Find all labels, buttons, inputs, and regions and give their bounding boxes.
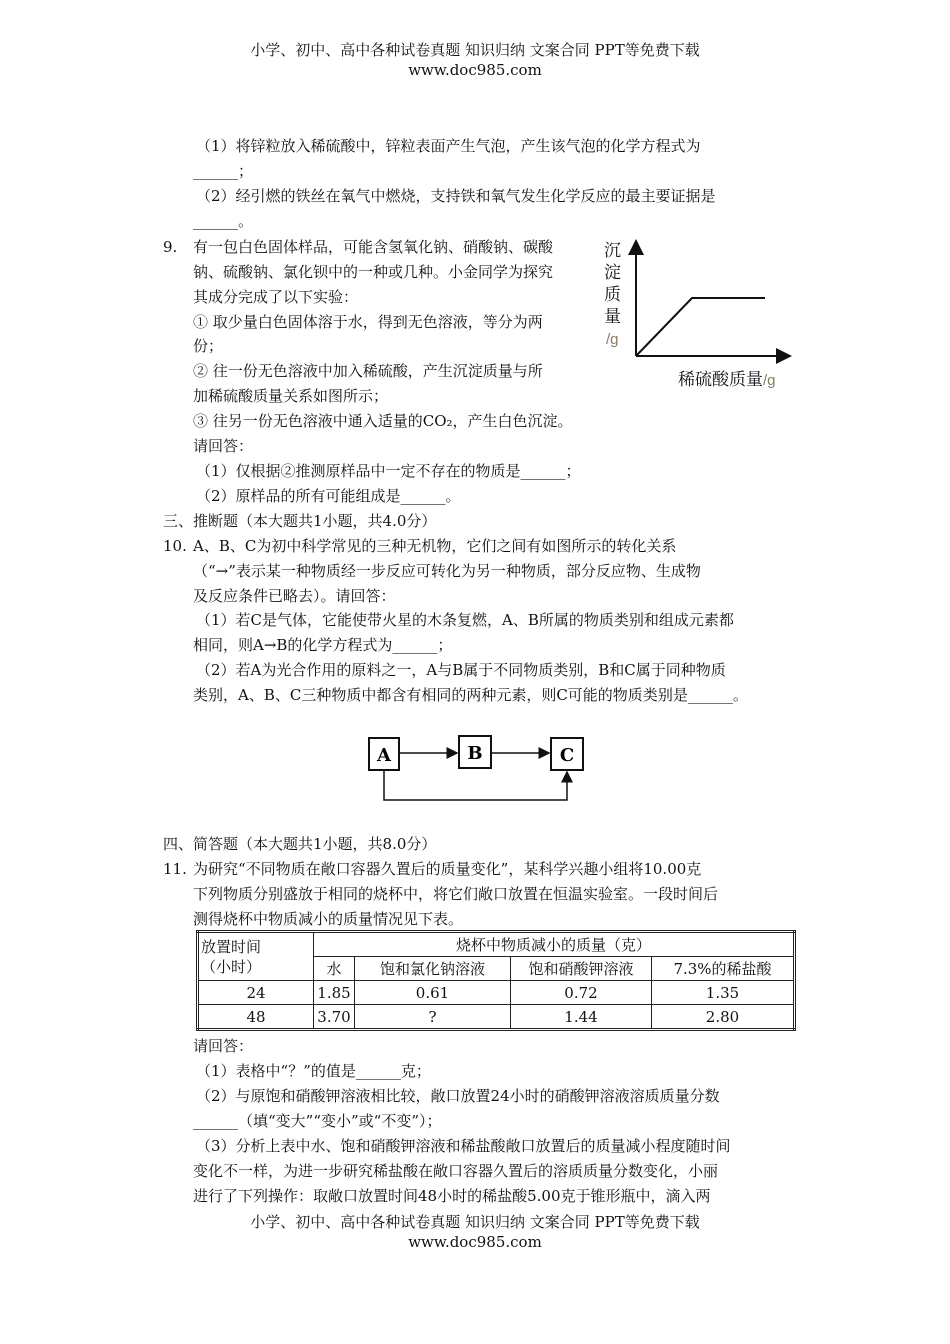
xlabel: 稀硫酸质量 [678, 370, 763, 389]
section-4-heading: 四、简答题（本大题共1小题，共8.0分） [163, 835, 437, 853]
q10-line: （1）若C是气体，它能使带火星的木条复燃，A、B所属的物质类别和组成元素都 [196, 611, 734, 629]
q11-after: 进行了下列操作：取敞口放置时间48小时的稀盐酸5.00克于锥形瓶中，滴入两 [193, 1187, 711, 1205]
ylabel-char: 质 [604, 285, 621, 304]
table-cell: 3.70 [314, 1005, 355, 1030]
mass-loss-table [196, 930, 796, 1031]
q10-number: 10. [163, 537, 187, 555]
q9-line: ① 取少量白色固体溶于水，得到无色溶液，等分为两 [193, 313, 543, 331]
q11-line: 测得烧杯中物质减小的质量情况见下表。 [193, 910, 464, 928]
q9-line: 请回答： [193, 437, 254, 455]
q10-line: A、B、C为初中科学常见的三种无机物，它们之间有如图所示的转化关系 [193, 537, 677, 555]
q11-after: 请回答： [193, 1037, 254, 1055]
q11-after: （2）与原饱和硝酸钾溶液相比较，敞口放置24小时的硝酸钾溶液溶质质量分数 [196, 1087, 720, 1105]
ylabel-char: 量 [604, 307, 621, 326]
table-cell: 1.85 [314, 981, 355, 1005]
table-cell: 0.61 [355, 981, 511, 1005]
q9-line: 加稀硫酸质量关系如图所示； [193, 387, 389, 405]
table-cell: 24 [198, 981, 314, 1005]
table-cell: 48 [198, 1005, 314, 1030]
table-header-row [198, 932, 795, 957]
time-header-line2: （小时） [201, 957, 262, 976]
time-header [198, 932, 314, 981]
box-b-label: B [467, 743, 483, 764]
table-cell: 1.35 [652, 981, 795, 1005]
q9-question2: （2）原样品的所有可能组成是______。 [196, 487, 461, 505]
q11-after: （3）分析上表中水、饱和硝酸钾溶液和稀盐酸敞口放置后的质量减小程度随时间 [196, 1137, 731, 1155]
q9-number: 9. [163, 238, 178, 256]
q9-question1: （1）仅根据②推测原样品中一定不存在的物质是______； [196, 462, 581, 480]
column-header: 水 [314, 957, 355, 981]
q9-line: 有一包白色固体样品，可能含氢氧化钠、硝酸钠、碳酸 [193, 238, 554, 256]
q8-part1: （1）将锌粒放入稀硫酸中，锌粒表面产生气泡，产生该气泡的化学方程式为 [196, 137, 701, 155]
q9-line: 钠、硫酸钠、氯化钡中的一种或几种。小金同学为探究 [193, 263, 554, 281]
q11-after: （1）表格中“？”的值是______克； [196, 1062, 431, 1080]
table-cell: ? [355, 1005, 511, 1030]
column-header: 饱和氯化钠溶液 [355, 957, 511, 981]
ylabel-char: 淀 [604, 263, 621, 282]
ylabel-unit: /g [606, 331, 619, 348]
table-cell: 0.72 [511, 981, 652, 1005]
ylabel-char: 沉 [604, 241, 621, 260]
q11-line: 下列物质分别盛放于相同的烧杯中，将它们敞口放置在恒温实验室。一段时间后 [193, 885, 719, 903]
q10-line: （“→”表示某一种物质经一步反应可转化为另一种物质，部分反应物、生成物 [193, 562, 701, 580]
table-row [198, 1005, 795, 1030]
precipitate-curve [636, 298, 765, 356]
q11-line: 为研究“不同物质在敞口容器久置后的质量变化”，某科学兴趣小组将10.00克 [193, 860, 702, 878]
q8-part2: （2）经引燃的铁丝在氧气中燃烧，支持铁和氧气发生化学反应的最主要证据是 [196, 187, 716, 205]
q10-line: 相同，则A→B的化学方程式为______； [193, 636, 453, 654]
mass-group-header: 烧杯中物质减小的质量（克） [314, 932, 795, 957]
page-header-url[interactable]: www.doc985.com [408, 61, 542, 79]
page-footer-title: 小学、初中、高中各种试卷真题 知识归纳 文案合同 PPT等免费下载 [250, 1213, 700, 1231]
q11-after: ______（填“变大”“变小”或“不变”）； [193, 1112, 442, 1130]
box-a-label: A [377, 745, 391, 766]
q8-part2-blank: ______。 [193, 212, 254, 230]
q11-after: 变化不一样，为进一步研究稀盐酸在敞口容器久置后的溶质质量分数变化，小丽 [193, 1162, 719, 1180]
q10-line: （2）若A为光合作用的原料之一，A与B属于不同物质类别，B和C属于同种物质 [196, 661, 726, 679]
q10-line: 类别，A、B、C三种物质中都含有相同的两种元素，则C可能的物质类别是______。 [193, 686, 748, 704]
q11-number: 11. [163, 860, 187, 878]
column-header: 7.3%的稀盐酸 [652, 957, 795, 981]
q9-line: 份； [193, 337, 224, 355]
time-header-line1: 放置时间 [201, 937, 262, 956]
abc-conversion-diagram [360, 730, 600, 806]
section-3-heading: 三、推断题（本大题共1小题，共4.0分） [163, 512, 437, 530]
page-footer-url[interactable]: www.doc985.com [408, 1233, 542, 1251]
arrow-a-to-c [384, 770, 567, 800]
q9-line: 其成分完成了以下实验： [193, 288, 359, 306]
q9-line: ③ 往另一份无色溶液中通入适量的CO₂，产生白色沉淀。 [193, 412, 573, 430]
xlabel-unit: /g [763, 372, 776, 389]
precipitate-graph [600, 238, 800, 393]
column-header: 饱和硝酸钾溶液 [511, 957, 652, 981]
table-cell: 1.44 [511, 1005, 652, 1030]
table-row [198, 981, 795, 1005]
box-c-label: C [559, 745, 575, 766]
q10-line: 及反应条件已略去）。请回答： [193, 587, 396, 605]
q9-line: ② 往一份无色溶液中加入稀硫酸，产生沉淀质量与所 [193, 362, 543, 380]
page-header-title: 小学、初中、高中各种试卷真题 知识归纳 文案合同 PPT等免费下载 [250, 41, 700, 59]
table-cell: 2.80 [652, 1005, 795, 1030]
q8-part1-blank: ______； [193, 162, 254, 180]
